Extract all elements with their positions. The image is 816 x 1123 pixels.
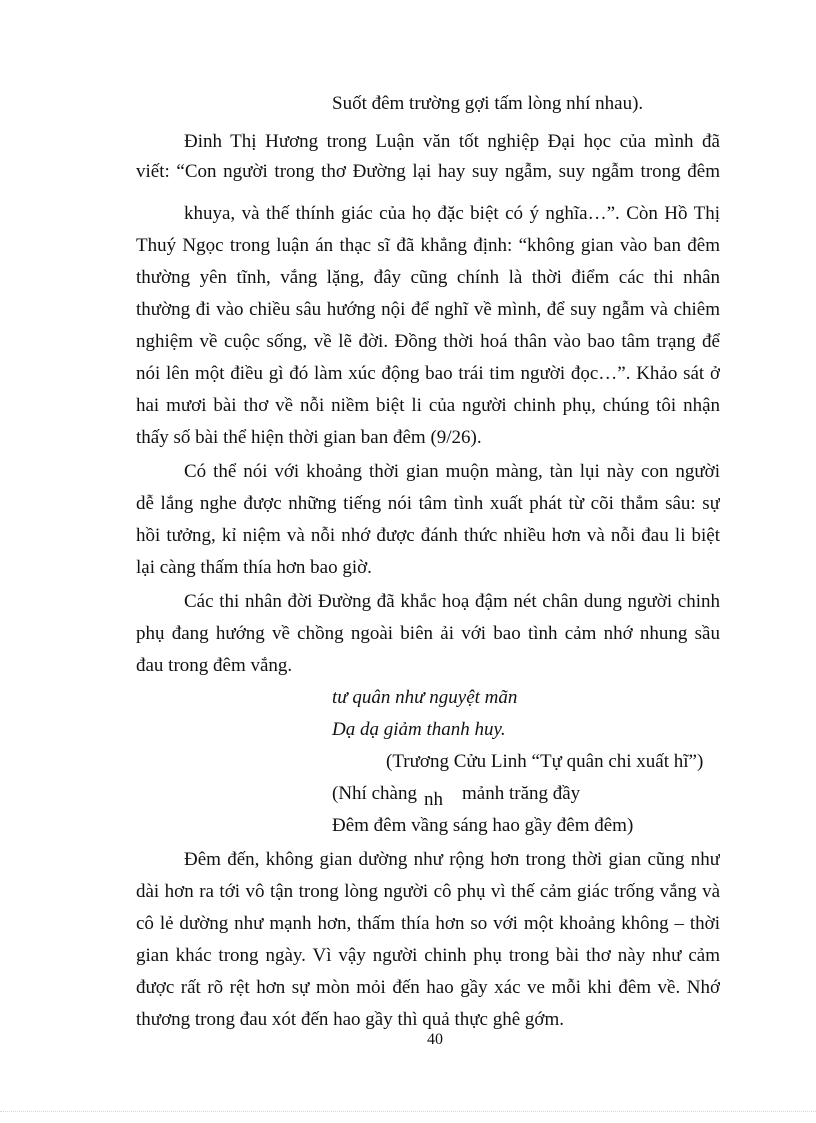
text-line: lại càng thấm thía hơn bao giờ. bbox=[136, 557, 372, 578]
text-line: đau trong đêm vắng. bbox=[136, 655, 293, 676]
text-line: hồi tưởng, kỉ niệm và nỗi nhớ được đánh thức nhiều hơn và nỗi đau li biệt bbox=[136, 525, 720, 546]
text-line: phụ đang hướng về chồng ngoài biên ải với bao tình cảm nhớ nhung sầu bbox=[136, 623, 720, 644]
text-line: thương trong đau xót đến hao gầy thì quả thực ghê gớm. bbox=[136, 1009, 565, 1030]
text-line: Suốt đêm trường gợi tấm lòng nhí nhau). bbox=[332, 93, 644, 114]
poem-citation: (Trương Cửu Linh “Tự quân chi xuất hĩ”) bbox=[386, 751, 704, 772]
text-line: Đêm đến, không gian dường như rộng hơn trong thời gian cũng như bbox=[184, 849, 720, 870]
text-line: thấy số bài thể hiện thời gian ban đêm (9/26). bbox=[136, 427, 482, 448]
text-line: viết: “Con người trong thơ Đường lại hay suy ngẫm, suy ngẫm trong đêm bbox=[136, 161, 720, 182]
text-line: hai mươi bài thơ về nỗi niềm biệt li của người chinh phụ, chúng tôi nhận bbox=[136, 395, 720, 416]
page-number: 40 bbox=[427, 1031, 443, 1048]
translation-line: mảnh trăng đầy bbox=[462, 783, 581, 804]
text-line: dễ lắng nghe được những tiếng nói tâm tình xuất phát từ cõi thẳm sâu: sự bbox=[136, 493, 720, 514]
text-line: thường yên tĩnh, vắng lặng, đây cũng chính là thời điểm các thi nhân bbox=[136, 267, 720, 288]
text-line: gian khác trong ngày. Vì vậy người chinh phụ trong bài thơ này như cảm bbox=[136, 945, 720, 966]
text-line: nghiệm về cuộc sống, về lẽ đời. Đồng thời hoá thân vào bao tâm trạng để bbox=[136, 331, 720, 352]
text-line: cô lẻ dường như mạnh hơn, thấm thía hơn so với một khoảng không – thời bbox=[136, 913, 720, 934]
translation-line: (Nhí chàng bbox=[332, 783, 417, 804]
translation-fragment: nh bbox=[424, 789, 443, 810]
text-line: Có thể nói với khoảng thời gian muộn màng, tàn lụi này con người bbox=[184, 461, 720, 482]
text-line: thường đi vào chiều sâu hướng nội để nghĩ về mình, để suy ngẫm và chiêm bbox=[136, 299, 720, 320]
text-line: Các thi nhân đời Đường đã khắc hoạ đậm nét chân dung người chinh bbox=[184, 591, 720, 612]
text-line: Đinh Thị Hương trong Luận văn tốt nghiệp Đại học của mình đã bbox=[184, 131, 720, 152]
poem-line: tư quân như nguyệt mãn bbox=[332, 687, 518, 708]
text-line: dài hơn ra tới vô tận trong lòng người cô phụ vì thế cảm giác trống vắng và bbox=[136, 881, 720, 902]
poem-line: Dạ dạ giảm thanh huy. bbox=[332, 719, 506, 740]
text-line: Thuý Ngọc trong luận án thạc sĩ đã khẳng định: “không gian vào ban đêm bbox=[136, 235, 720, 256]
text-line: khuya, và thế thính giác của họ đặc biệt có ý nghĩa…”. Còn Hồ Thị bbox=[184, 203, 720, 224]
translation-line: Đêm đêm vầng sáng hao gầy đêm đêm) bbox=[332, 815, 634, 836]
text-line: nói lên một điều gì đó làm xúc động bao trái tim người đọc…”. Khảo sát ở bbox=[136, 363, 720, 384]
page-bottom-divider bbox=[0, 1111, 816, 1112]
text-line: được rất rõ rệt hơn sự mòn mỏi đến hao gầy xác ve mỗi khi đêm về. Nhớ bbox=[136, 977, 720, 998]
